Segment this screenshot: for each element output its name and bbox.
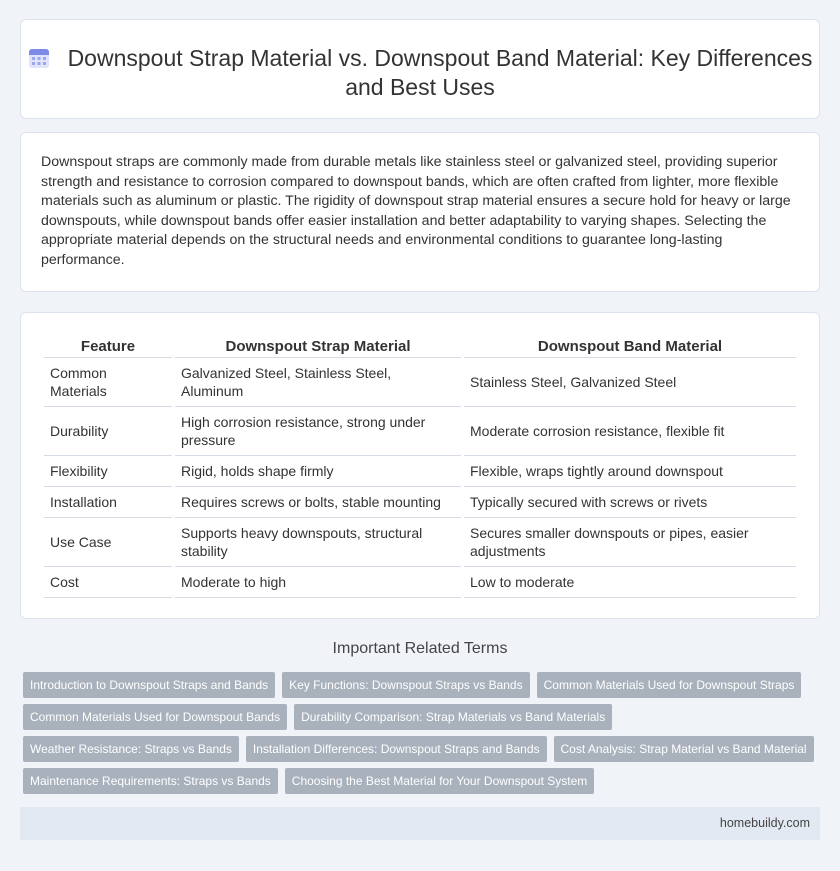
related-term-tag[interactable]: Weather Resistance: Straps vs Bands (23, 736, 239, 762)
table-row (44, 407, 796, 456)
header-band: Downspout Band Material (464, 335, 796, 358)
table-cell: High corrosion resistance, strong under pressure (175, 407, 461, 456)
table-row (44, 487, 796, 518)
table-cell: Low to moderate (464, 567, 796, 598)
table-cell: Common Materials (44, 358, 172, 407)
related-term-tag[interactable]: Durability Comparison: Strap Materials vs Band Materials (294, 704, 612, 730)
footer (20, 807, 820, 840)
table-cell: Requires screws or bolts, stable mounting (175, 487, 461, 518)
title-card (20, 19, 820, 119)
comparison-table (41, 335, 799, 598)
related-term-tag[interactable]: Maintenance Requirements: Straps vs Bands (23, 768, 278, 794)
table-cell: Secures smaller downspouts or pipes, easier adjustments (464, 518, 796, 567)
table-row (44, 518, 796, 567)
table-cell: Cost (44, 567, 172, 598)
footer-site-link[interactable]: homebuildy.com (719, 816, 810, 830)
related-terms-list (23, 672, 823, 794)
related-term-tag[interactable]: Common Materials Used for Downspout Bands (23, 704, 287, 730)
table-cell: Moderate to high (175, 567, 461, 598)
intro-paragraph: Downspout straps are commonly made from durable metals like stainless steel or galvanized steel, providing superior strength and resistance to corrosion compared to downspout bands, which are often crafted from lighter, more flexible materials such as aluminum or plastic. The rigidity of downspout strap material ensures a secure hold for heavy or large downspouts, while downspout bands offer easier installation and better adaptability to varying shapes. Selecting the appropriate material depends on the structural needs and environmental conditions to guarantee long-lasting performance. (41, 154, 791, 268)
table-cell: Typically secured with screws or rivets (464, 487, 796, 518)
table-cell: Installation (44, 487, 172, 518)
table-row (44, 567, 796, 598)
table-row (44, 456, 796, 487)
table-header-row (44, 335, 796, 358)
table-cell: Flexibility (44, 456, 172, 487)
table-cell: Supports heavy downspouts, structural stability (175, 518, 461, 567)
related-term-tag[interactable]: Installation Differences: Downspout Straps and Bands (246, 736, 547, 762)
table-row (44, 358, 796, 407)
table-cell: Rigid, holds shape firmly (175, 456, 461, 487)
page-title-text: Downspout Strap Material vs. Downspout Band Material: Key Differences and Best Uses (67, 45, 813, 100)
header-strap: Downspout Strap Material (175, 335, 461, 358)
intro-card (20, 132, 820, 292)
table-cell: Galvanized Steel, Stainless Steel, Aluminum (175, 358, 461, 407)
related-term-tag[interactable]: Introduction to Downspout Straps and Bands (23, 672, 275, 698)
calendar-icon (28, 47, 50, 69)
related-term-tag[interactable]: Choosing the Best Material for Your Downspout System (285, 768, 595, 794)
related-terms-title: Important Related Terms (332, 640, 508, 657)
table-cell: Moderate corrosion resistance, flexible fit (464, 407, 796, 456)
related-term-tag[interactable]: Cost Analysis: Strap Material vs Band Material (554, 736, 814, 762)
header-feature: Feature (44, 335, 172, 358)
page-title (21, 44, 819, 102)
table-cell: Flexible, wraps tightly around downspout (464, 456, 796, 487)
table-cell: Durability (44, 407, 172, 456)
table-cell: Stainless Steel, Galvanized Steel (464, 358, 796, 407)
table-cell: Use Case (44, 518, 172, 567)
related-term-tag[interactable]: Common Materials Used for Downspout Straps (537, 672, 802, 698)
related-term-tag[interactable]: Key Functions: Downspout Straps vs Bands (282, 672, 529, 698)
comparison-table-card (20, 312, 820, 619)
